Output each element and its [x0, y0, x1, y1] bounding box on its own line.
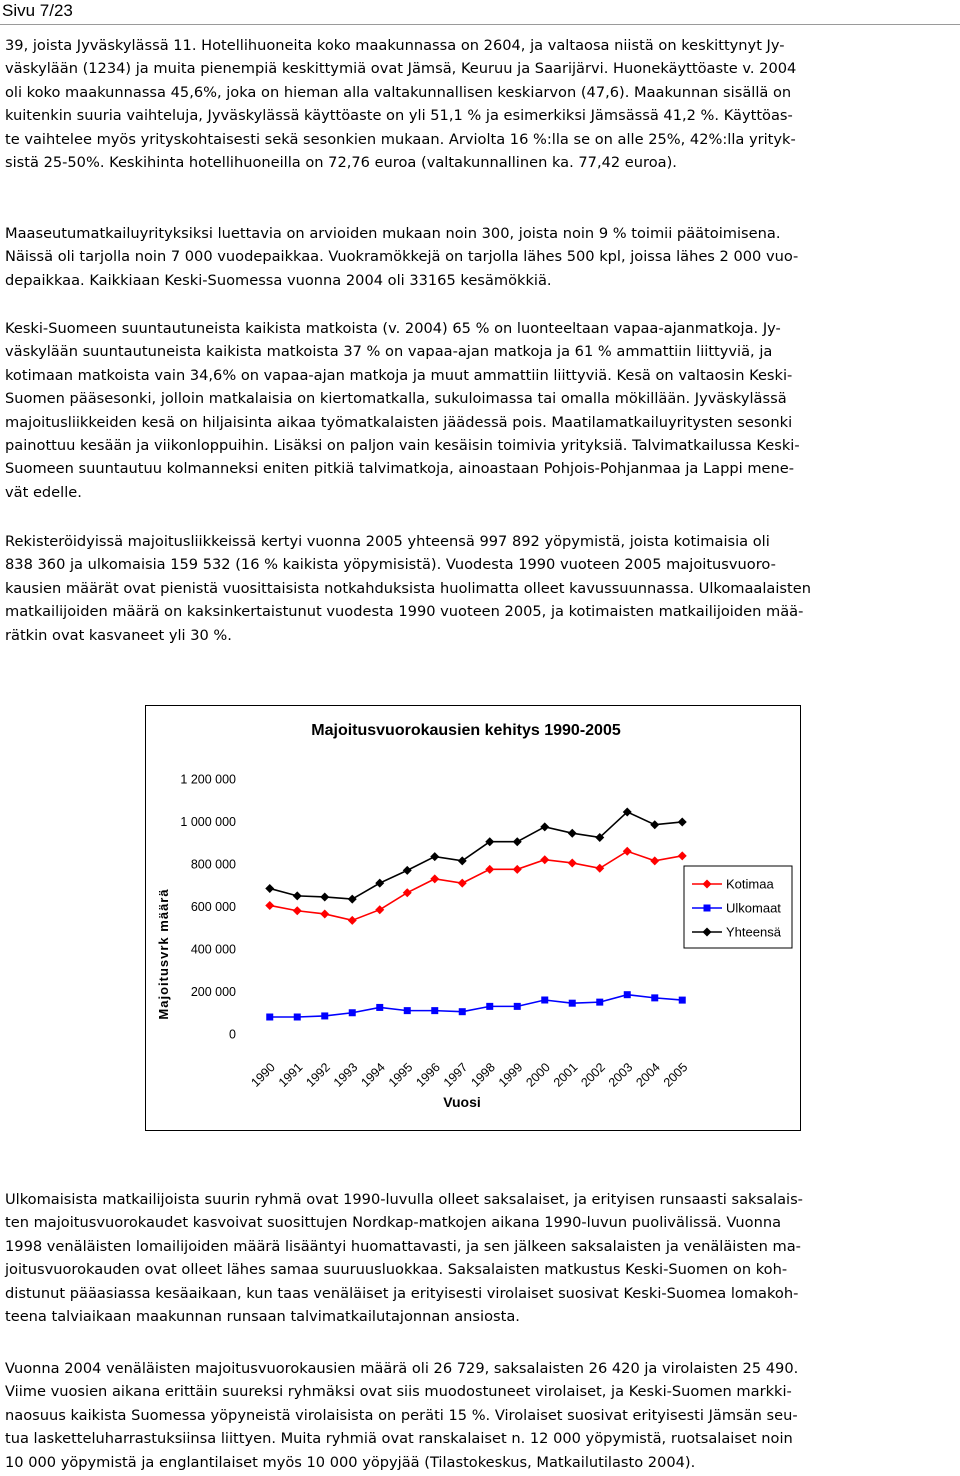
text-line: kausien määrät ovat pienistä vuosittaisista notkahduksista huolimatta olleet kavussuunnassa. Ulkomaalaisten	[5, 579, 811, 597]
data-point	[679, 997, 686, 1004]
page-number: Sivu 7/23	[2, 1, 73, 20]
data-point	[458, 879, 467, 888]
chart-legend	[684, 866, 792, 948]
text-line: joitusvuorokauden ovat olleet lähes samaa suuruusluokkaa. Saksalaisten matkustus Keski-Suomen on koh-	[5, 1261, 788, 1279]
x-tick-label: 1995	[385, 1060, 416, 1090]
data-point	[265, 884, 274, 893]
data-point	[403, 888, 412, 897]
data-point	[623, 847, 632, 856]
legend-label: Kotimaa	[726, 876, 774, 892]
data-point	[568, 858, 577, 867]
data-point	[265, 901, 274, 910]
y-tick-label: 200 000	[190, 985, 236, 999]
text-line: Maaseutumatkailuyrityksiksi luettavia on arvioiden mukaan noin 300, joista noin 9 % toimii päätoimisena.	[5, 225, 781, 242]
data-point	[293, 906, 302, 915]
data-point	[375, 879, 384, 888]
paragraph-5	[5, 1188, 953, 1328]
y-tick-label: 0	[229, 1027, 236, 1042]
data-point	[650, 820, 659, 829]
text-line: Suomen pääsesonki, jolloin matkalaisia on kiertomatkalla, sukuloimassa tai omalla mökillään. Jyväskylässä	[5, 390, 787, 408]
text-line: rätkin ovat kasvaneet yli 30 %.	[5, 626, 232, 644]
x-tick-label: 1990	[248, 1060, 278, 1090]
paragraph-1	[5, 34, 953, 174]
x-tick-label: 1999	[495, 1060, 526, 1090]
data-point	[431, 1007, 438, 1014]
page-header	[0, 0, 960, 25]
text-line: väskylään (1234) ja muita pienempiä keskittymiä ovat Jämsä, Keuruu ja Saarijärvi. Huonekäyttöaste v. 2004	[5, 60, 797, 78]
y-axis-label: Majoitusvrk määrä	[156, 888, 171, 1020]
text-line: distunut pääasiassa kesäaikaan, kun taas venäläiset ja erityisesti virolaiset suosivat Keski-Suomea lomakoh-	[5, 1284, 799, 1302]
text-line: Rekisteröidyissä majoitusliikkeissä kertyi vuonna 2005 yhteensä 997 892 yöpymistä, joista kotimaisia oli	[5, 533, 770, 550]
x-tick-label: 2003	[605, 1060, 636, 1090]
text-line: kotimaan matkoista vain 34,6% on vapaa-ajan matkoja ja muut ammattiin liittyviä. Kesä on valtaosin Keski-	[5, 366, 793, 384]
x-tick-label: 2005	[660, 1060, 691, 1090]
legend-label: Yhteensä	[726, 924, 781, 940]
y-tick-label: 1 200 000	[180, 772, 236, 787]
data-point	[459, 1008, 466, 1015]
x-tick-label: 1996	[413, 1060, 443, 1090]
series-ulkomaat	[266, 991, 686, 1020]
data-point	[376, 1004, 383, 1011]
data-point	[321, 1012, 328, 1019]
x-tick-label: 2001	[550, 1060, 581, 1090]
text-line: vät edelle.	[5, 483, 82, 501]
chart-series	[265, 807, 687, 1020]
x-tick-label: 1998	[468, 1060, 498, 1090]
paragraph-4	[5, 530, 953, 647]
text-line: Vuonna 2004 venäläisten majoitusvuorokausien määrä oli 26 729, saksalaisten 26 420 ja virolaisten 25 490.	[5, 1360, 799, 1377]
accommodation-nights-chart	[145, 705, 801, 1131]
text-line: majoitusliikkeiden kesä on hiljaisinta aikaa työmatkalaisten jäädessä pois. Maatilamatkailuyritysten sesonki	[5, 413, 793, 431]
y-tick-label: 1 000 000	[180, 815, 236, 829]
x-tick-label: 2002	[578, 1060, 608, 1090]
x-tick-label: 1994	[358, 1060, 388, 1090]
x-tick-label: 1997	[440, 1060, 471, 1090]
data-point	[294, 1014, 301, 1021]
data-point	[349, 1009, 356, 1016]
data-point	[403, 866, 412, 875]
text-line: sistä 25-50%. Keskihinta hotellihuoneilla on 72,76 euroa (valtakunnallinen ka. 77,42 euroa).	[5, 153, 677, 171]
text-line: Viime vuosien aikana erittäin suureksi ryhmäksi ovat siis muodostuneet virolaiset, ja Keski-Suomen markki-	[5, 1383, 792, 1401]
text-line: Suomeen suuntautuu kolmanneksi eniten pitkiä talvimatkoja, ainoastaan Pohjois-Pohjanmaa ja Lappi mene-	[5, 460, 795, 478]
text-line: 1998 venäläisten lomailijoiden määrä lisääntyi huomattavasti, ja sen jälkeen saksalaisten ja venäläisten ma-	[5, 1237, 801, 1255]
data-point	[266, 1014, 273, 1021]
data-point	[568, 829, 577, 838]
data-point	[485, 865, 494, 874]
data-point	[540, 855, 549, 864]
chart-title: Majoitusvuorokausien kehitys 1990-2005	[311, 722, 621, 739]
data-point	[541, 997, 548, 1004]
x-tick-label: 1991	[275, 1060, 306, 1090]
data-point	[430, 852, 439, 861]
paragraph-2	[5, 222, 953, 292]
x-tick-label: 2000	[523, 1060, 553, 1090]
x-tick-label: 1993	[330, 1060, 361, 1090]
series-line	[270, 995, 683, 1017]
data-point	[651, 994, 658, 1001]
data-point	[513, 865, 522, 874]
text-line: Ulkomaisista matkailijoista suurin ryhmä ovat 1990-luvulla olleet saksalaiset, ja erityisen runsaasti saksalais-	[5, 1191, 803, 1208]
data-point	[320, 909, 329, 918]
y-tick-label: 600 000	[190, 900, 236, 914]
data-point	[704, 905, 711, 912]
data-point	[540, 822, 549, 831]
x-tick-label: 2004	[633, 1060, 663, 1090]
text-line: naosuus kaikista Suomessa yöpyneistä virolaisista on peräti 15 %. Virolaiset suosivat erityisesti Jämsän seu-	[5, 1406, 798, 1424]
series-yhteensä	[265, 807, 687, 903]
text-line: ten majoitusvuorokaudet kasvoivat suosittujen Nordkap-matkojen aikana 1990-luvun puolivälissä. Vuonna	[5, 1214, 782, 1232]
data-point	[375, 905, 384, 914]
data-point	[320, 892, 329, 901]
paragraph-6	[5, 1357, 953, 1474]
y-tick-label: 800 000	[190, 857, 236, 872]
series-line	[270, 851, 683, 920]
data-point	[513, 837, 522, 846]
text-line: kuitenkin suuria vaihteluja, Jyväskylässä käyttöaste on yli 51,1 % ja esimerkiksi Jämsässä 41,2 %. Käyttöas-	[5, 107, 793, 125]
text-line: väskylään suuntautuneista kaikista matkoista 37 % on vapaa-ajan matkoja ja 61 % ammattiin liittyviä, ja	[5, 343, 773, 361]
data-point	[430, 874, 439, 883]
x-tick-label: 1992	[303, 1060, 333, 1090]
data-point	[348, 916, 357, 925]
x-axis-label: Vuosi	[443, 1094, 481, 1110]
data-point	[650, 856, 659, 865]
data-point	[596, 999, 603, 1006]
legend-label: Ulkomaat	[726, 900, 781, 916]
text-line: Näissä oli tarjolla noin 7 000 vuodepaikkaa. Vuokramökkejä on tarjolla lähes 500 kpl, joissa lähes 2 000 vuo-	[5, 248, 799, 266]
text-line: oli koko maakunnassa 45,6%, joka on hieman alla valtakunnallisen keskiarvon (47,6). Maakunnan sisällä on	[5, 83, 792, 101]
text-line: 39, joista Jyväskylässä 11. Hotellihuoneita koko maakunnassa on 2604, ja valtaosa niistä on keskittynyt Jy-	[5, 37, 785, 54]
text-line: matkailijoiden määrä on kaksinkertaistunut vuodesta 1990 vuoteen 2005, ja kotimaisten matkailijoiden mää-	[5, 603, 804, 621]
text-line: teena talviaikaan maakunnan runsaan talvimatkailutajonnan ansiosta.	[5, 1307, 520, 1325]
data-point	[348, 895, 357, 904]
text-line: depaikkaa. Kaikkiaan Keski-Suomessa vuonna 2004 oli 33165 kesämökkiä.	[5, 271, 552, 289]
data-point	[514, 1003, 521, 1010]
text-line: 10 000 yöpymistä ja englantilaiset myös 10 000 yöpyjää (Tilastokeskus, Matkailutilasto 2004).	[5, 1453, 696, 1471]
text-line: painottuu kesään ja viikonloppuihin. Lisäksi on paljon vain kesäisin toimivia yrityksiä. Talvimatkailussa Keski-	[5, 436, 800, 454]
data-point	[624, 991, 631, 998]
text-line: te vaihtelee myös yrityskohtaisesti sekä sesonkien mukaan. Arviolta 16 %:lla se on alle 25%, 42%:lla yrityk-	[5, 130, 796, 148]
data-point	[293, 891, 302, 900]
data-point	[569, 1000, 576, 1007]
text-line: Keski-Suomeen suuntautuneista kaikista matkoista (v. 2004) 65 % on luonteeltaan vapaa-ajanmatkoja. Jy-	[5, 320, 781, 337]
chart-canvas	[146, 706, 800, 1130]
data-point	[595, 864, 604, 873]
data-point	[486, 1003, 493, 1010]
y-tick-label: 400 000	[190, 942, 236, 957]
series-kotimaa	[265, 847, 687, 925]
text-line: tua lasketteluharrastuksiinsa liittyen. Muita ryhmiä ovat ranskalaiset n. 12 000 yöpymistä, ruotsalaiset noin	[5, 1430, 793, 1448]
data-point	[404, 1007, 411, 1014]
paragraph-3	[5, 317, 953, 504]
text-line: 838 360 ja ulkomaisia 159 532 (16 % kaikista yöpymisistä). Vuodesta 1990 vuoteen 2005 majoitusvuoro-	[5, 556, 776, 574]
data-point	[678, 817, 687, 826]
data-point	[678, 851, 687, 860]
chart-axes	[180, 773, 690, 1090]
